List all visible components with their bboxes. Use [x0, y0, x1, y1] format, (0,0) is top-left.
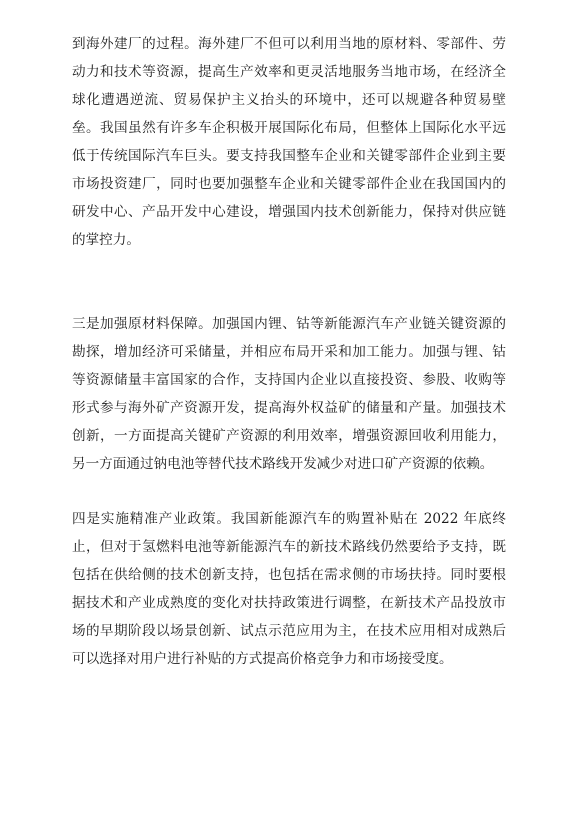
paragraph-industrial-policy: 四是实施精准产业政策。我国新能源汽车的购置补贴在 2022 年底终止，但对于氢燃料电池等新能源汽车的新技术路线仍然要给予支持，既包括在供给侧的技术创新支持，也包括在需求侧的市场扶持。同时要根据技术和产业成熟度的变化对扶持政策进行调整，在新技术产品投放市场的早期阶段以场景创新、试点示范应用为主，在技术应用相对成熟后可以选择对用户进行补贴的方式提高价格竞争力和市场接受度。 — [72, 511, 506, 667]
paragraph-overseas-factories: 到海外建厂的过程。海外建厂不但可以利用当地的原材料、零部件、劳动力和技术等资源，提高生产效率和更灵活地服务当地市场，在经济全球化遭遇逆流、贸易保护主义抬头的环境中，还可以规避各种贸易壁垒。我国虽然有许多车企积极开展国际化布局，但整体上国际化水平远低于传统国际汽车巨头。要支持我国整车企业和关键零部件企业到主要市场投资建厂，同时也要加强整车企业和关键零部件企业在我国国内的研发中心、产品开发中心建设，增强国内技术创新能力，保持对供应链的掌控力。 — [72, 36, 506, 248]
paragraph-raw-material-security: 三是加强原材料保障。加强国内锂、钴等新能源汽车产业链关键资源的勘探，增加经济可采储量，并相应布局开采和加工能力。加强与锂、钴等资源储量丰富国家的合作，支持国内企业以直接投资、参股、收购等形式参与海外矿产资源开发，提高海外权益矿的储量和产量。加强技术创新，一方面提高关键矿产资源的利用效率，增强资源回收利用能力，另一方面通过钠电池等替代技术路线开发减少对进口矿产资源的依赖。 — [72, 316, 506, 472]
